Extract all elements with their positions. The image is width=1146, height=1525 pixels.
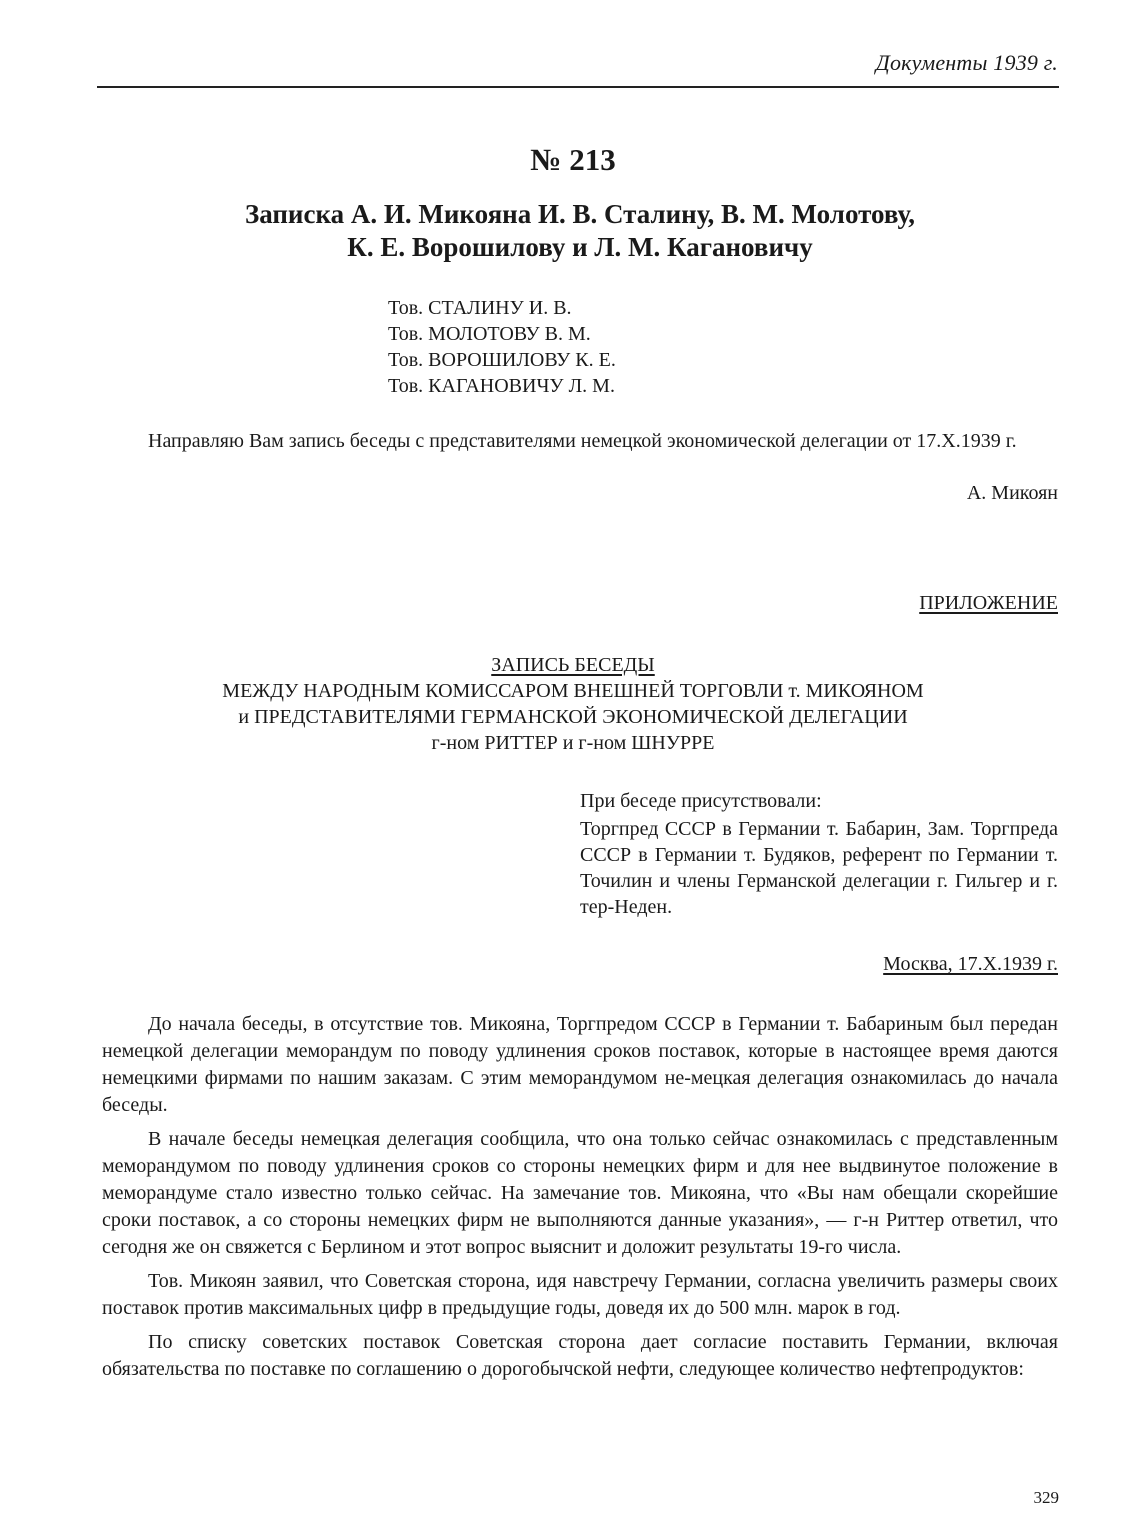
running-header: Документы 1939 г. bbox=[875, 50, 1058, 75]
page-number: 329 bbox=[1033, 1488, 1059, 1507]
addressee: Тов. СТАЛИНУ И. В. bbox=[388, 297, 572, 319]
record-title-line: и ПРЕДСТАВИТЕЛЯМИ ГЕРМАНСКОЙ ЭКОНОМИЧЕСКОЙ ДЕЛЕГАЦИИ bbox=[238, 706, 908, 728]
paragraph: До начала беседы, в отсутствие тов. Микояна, Торгпредом СССР в Германии т. Бабариным был передан немецкой делегации меморандум по поводу удлинения сроков поставок, которые в настоящее время даются немецкими фирмами по нашим заказам. С этим меморандумом не-мецкая делегация ознакомилась до начала беседы. bbox=[102, 1013, 1058, 1116]
paragraph: В начале беседы немецкая делегация сообщила, что она только сейчас ознакомилась с представленным меморандумом по поводу удлинения сроков со стороны немецких фирм и для нее выдвинутое положение в меморандуме стало известно только сейчас. На замечание тов. Микояна, что «Вы нам обещали скорейшие сроки поставок, а со стороны немецких фирм не выполняются данные указания», — г-н Риттер ответил, что сегодня же он свяжется с Берлином и этот вопрос выяснит и доложит результаты 19-го числа. bbox=[102, 1128, 1058, 1258]
document-title bbox=[0, 198, 1146, 264]
place-date: Москва, 17.X.1939 г. bbox=[883, 953, 1058, 975]
document-title-line: Записка А. И. Микояна И. В. Сталину, В. М. Молотову, bbox=[244, 199, 916, 229]
present-label: При беседе присутствовали: bbox=[580, 790, 822, 812]
present-text: Торгпред СССР в Германии т. Бабарин, Зам. Торгпреда СССР в Германии т. Будяков, референт по Германии т. Точилин и члены Германской делегации г. Гильгер и г. тер-Неден. bbox=[580, 818, 1058, 918]
document-title-line: К. Е. Ворошилову и Л. М. Кагановичу bbox=[347, 232, 813, 262]
header-rule bbox=[97, 86, 1059, 88]
addressee: Тов. КАГАНОВИЧУ Л. М. bbox=[388, 375, 615, 397]
body-text bbox=[102, 1011, 1058, 1390]
signature: А. Микоян bbox=[966, 482, 1058, 504]
record-title-line: МЕЖДУ НАРОДНЫМ КОМИССАРОМ ВНЕШНЕЙ ТОРГОВЛИ т. МИКОЯНОМ bbox=[222, 680, 924, 702]
addressee: Тов. МОЛОТОВУ В. М. bbox=[388, 323, 591, 345]
cover-text: Направляю Вам запись беседы с представителями немецкой экономической делегации от 17.X.1939 г. bbox=[148, 430, 1017, 452]
document-number: № 213 bbox=[530, 142, 616, 177]
paragraph: По списку советских поставок Советская сторона дает согласие поставить Германии, включая обязательства по поставке по соглашению о дорогобычской нефти, следующее количество нефтепродуктов: bbox=[102, 1331, 1058, 1380]
record-title-line: ЗАПИСЬ БЕСЕДЫ bbox=[491, 654, 655, 676]
appendix-label: ПРИЛОЖЕНИЕ bbox=[919, 592, 1058, 614]
record-title bbox=[0, 652, 1146, 756]
record-title-line: г-ном РИТТЕР и г-ном ШНУРРЕ bbox=[431, 732, 715, 754]
paragraph: Тов. Микоян заявил, что Советская сторона, идя навстречу Германии, согласна увеличить размеры своих поставок против максимальных цифр в предыдущие годы, доведя их до 500 млн. марок в год. bbox=[102, 1270, 1058, 1319]
addressee: Тов. ВОРОШИЛОВУ К. Е. bbox=[388, 349, 616, 371]
addressee-list bbox=[388, 295, 616, 399]
